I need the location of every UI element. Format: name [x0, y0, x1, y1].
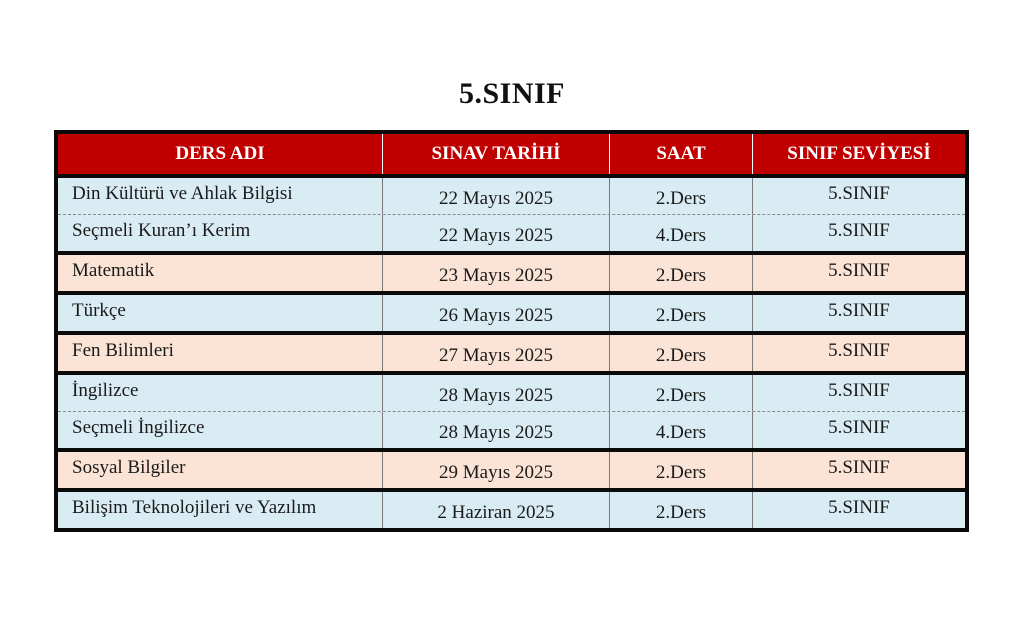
table-row: [58, 411, 965, 448]
class-level: 5.SINIF: [828, 340, 890, 361]
exam-date: 26 Mayıs 2025: [383, 295, 610, 331]
class-level: 5.SINIF: [828, 183, 890, 204]
row-group: [58, 255, 965, 291]
course-name: İngilizce: [58, 375, 383, 411]
course-name: Sosyal Bilgiler: [58, 452, 383, 488]
class-level: 5.SINIF: [828, 457, 890, 478]
course-name: Türkçe: [58, 295, 383, 331]
class-level: 5.SINIF: [828, 220, 890, 241]
table-header: [58, 134, 965, 174]
table-row: [58, 178, 965, 214]
table-row: [58, 255, 965, 291]
row-group: [58, 335, 965, 371]
exam-date: 23 Mayıs 2025: [383, 255, 610, 291]
exam-time: 2.Ders: [610, 255, 753, 291]
course-name: Matematik: [58, 255, 383, 291]
class-level: 5.SINIF: [828, 260, 890, 281]
course-name: Seçmeli İngilizce: [58, 412, 383, 448]
exam-time: 2.Ders: [610, 452, 753, 488]
header-course-name: DERS ADI: [58, 134, 383, 174]
exam-time: 4.Ders: [610, 215, 753, 251]
class-level: 5.SINIF: [828, 380, 890, 401]
exam-date: 22 Mayıs 2025: [383, 178, 610, 214]
table-row: [58, 214, 965, 251]
exam-schedule-table: [54, 130, 969, 532]
exam-time: 2.Ders: [610, 295, 753, 331]
table-row: [58, 492, 965, 528]
class-level: 5.SINIF: [828, 497, 890, 518]
exam-time: 2.Ders: [610, 178, 753, 214]
course-name: Fen Bilimleri: [58, 335, 383, 371]
table-row: [58, 375, 965, 411]
exam-time: 2.Ders: [610, 375, 753, 411]
table-row: [58, 295, 965, 331]
exam-date: 29 Mayıs 2025: [383, 452, 610, 488]
page-title: 5.SINIF: [458, 77, 566, 110]
table-row: [58, 452, 965, 488]
course-name: Din Kültürü ve Ahlak Bilgisi: [58, 178, 383, 214]
row-group: [58, 178, 965, 251]
exam-date: 27 Mayıs 2025: [383, 335, 610, 371]
header-class-level: SINIF SEVİYESİ: [787, 143, 931, 164]
table-row: [58, 335, 965, 371]
row-group: [58, 375, 965, 448]
exam-date: 28 Mayıs 2025: [383, 412, 610, 448]
exam-date: 22 Mayıs 2025: [383, 215, 610, 251]
course-name: Bilişim Teknolojileri ve Yazılım: [58, 492, 383, 528]
row-group: [58, 492, 965, 528]
header-exam-date: SINAV TARİHİ: [383, 134, 610, 174]
exam-time: 2.Ders: [610, 492, 753, 528]
class-level: 5.SINIF: [828, 300, 890, 321]
exam-time: 2.Ders: [610, 335, 753, 371]
course-name: Seçmeli Kuran’ı Kerim: [58, 215, 383, 251]
exam-date: 2 Haziran 2025: [383, 492, 610, 528]
exam-date: 28 Mayıs 2025: [383, 375, 610, 411]
row-group: [58, 295, 965, 331]
row-group: [58, 452, 965, 488]
class-level: 5.SINIF: [828, 417, 890, 438]
header-time: SAAT: [610, 134, 753, 174]
exam-time: 4.Ders: [610, 412, 753, 448]
